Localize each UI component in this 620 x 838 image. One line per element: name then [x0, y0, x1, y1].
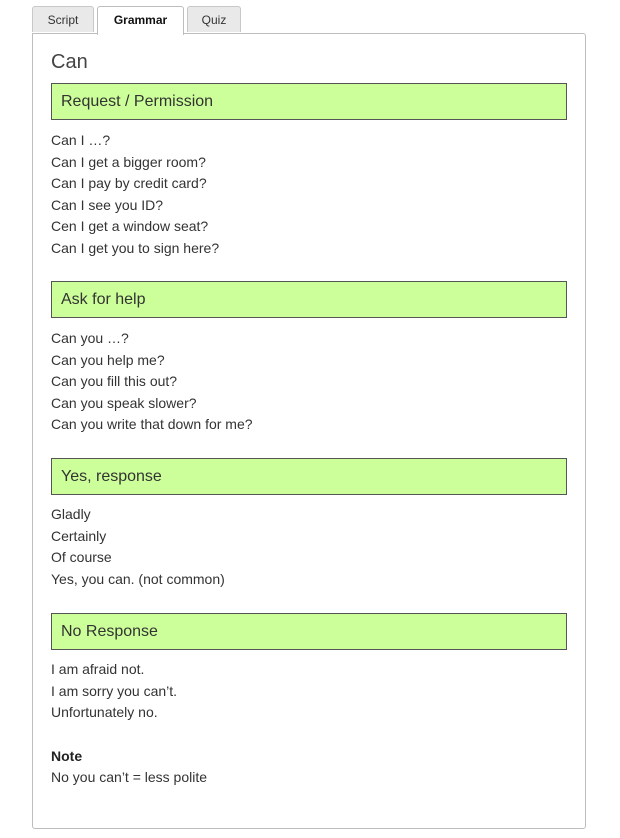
note-text: No you can’t = less polite: [51, 769, 208, 785]
section-header-request-permission: Request / Permission: [51, 83, 567, 120]
list-item: Unfortunately no.: [51, 704, 158, 721]
tab-quiz[interactable]: Quiz: [187, 6, 241, 32]
list-item: Can I pay by credit card?: [51, 175, 207, 192]
list-item: Can I get you to sign here?: [51, 239, 220, 256]
list-item: Can you …?: [51, 330, 129, 346]
section-header-no-response: No Response: [51, 613, 567, 650]
list-item: Cen I get a window seat?: [51, 218, 209, 235]
list-item: Can you help me?: [51, 351, 165, 368]
list-item: Of course: [51, 549, 112, 566]
grammar-panel: [32, 33, 586, 829]
page-title: Can: [51, 51, 88, 73]
tab-grammar[interactable]: Grammar: [97, 6, 184, 35]
section-list-ask-for-help: [51, 328, 253, 436]
list-item: Can you write that down for me?: [51, 416, 253, 433]
list-item: Gladly: [51, 506, 91, 522]
tab-script[interactable]: Script: [32, 6, 94, 32]
list-item: I am sorry you can’t.: [51, 682, 178, 699]
section-header-yes-response: Yes, response: [51, 458, 567, 495]
list-item: Can I see you ID?: [51, 196, 164, 213]
list-item: Can you speak slower?: [51, 394, 197, 411]
section-list-yes-response: [51, 504, 225, 590]
list-item: Can I …?: [51, 132, 111, 148]
section-header-ask-for-help: Ask for help: [51, 281, 567, 318]
list-item: I am afraid not.: [51, 661, 145, 677]
section-list-no-response: [51, 659, 177, 724]
list-item: Can I get a bigger room?: [51, 153, 206, 170]
list-item: Certainly: [51, 527, 107, 544]
list-item: Can you fill this out?: [51, 373, 178, 390]
note-title: Note: [51, 748, 83, 764]
section-list-request-permission: [51, 130, 219, 260]
list-item: Yes, you can. (not common): [51, 570, 225, 587]
